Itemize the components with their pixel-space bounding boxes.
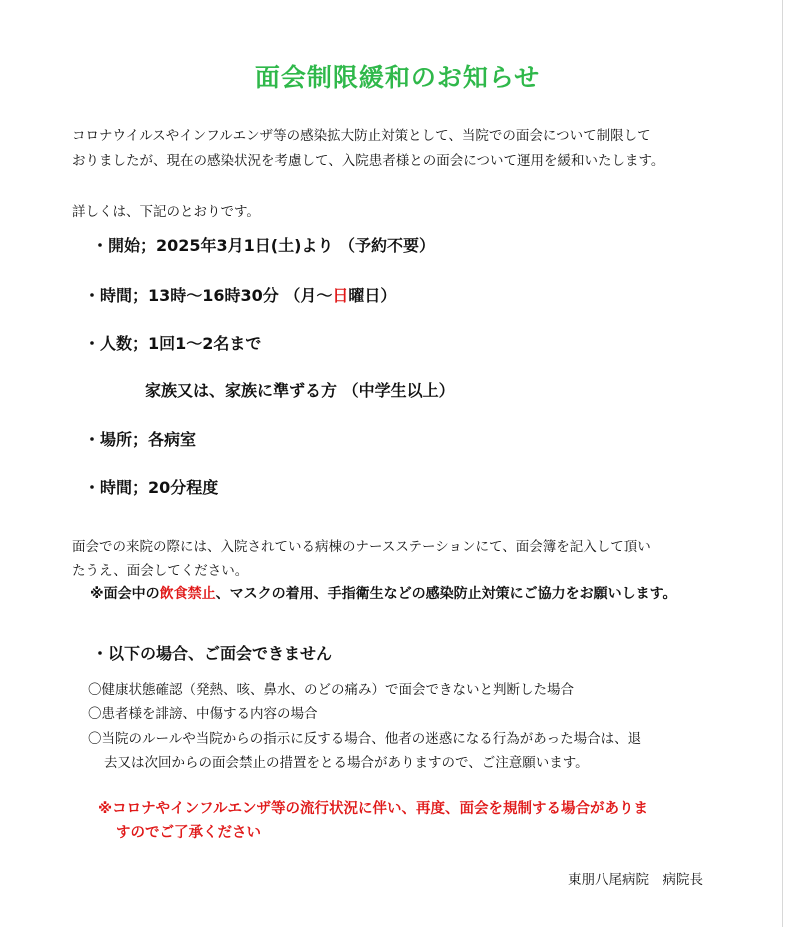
caution-suffix: 、マスクの着用、手指衛生などの感染防止対策にご協力をお願いします。	[215, 586, 677, 602]
start-date-item: ・開始；2025年3月1日(土)より （予約不要）	[92, 236, 435, 255]
refusal-item-rules-line-1: 〇当院のルールや当院からの指示に反する場合、他者の迷惑になる行為があった場合は、退	[88, 731, 642, 747]
visit-note-line-2: たうえ、面会してください。	[72, 563, 249, 579]
intro-line-2: おりましたが、現在の感染状況を考慮して、入院患者様との面会について運用を緩和いたします。	[72, 153, 665, 169]
visitor-count-item: ・人数；1回1～2名まで	[84, 334, 262, 353]
refusal-item-defamation: 〇患者様を誹謗、中傷する内容の場合	[88, 706, 318, 722]
duration-item: ・時間；20分程度	[84, 478, 219, 497]
re-restriction-notice-line-1: ※コロナやインフルエンザ等の流行状況に伴い、再度、面会を規制する場合がありま	[98, 801, 649, 817]
signature: 東朋八尾病院 病院長	[568, 872, 703, 888]
visiting-hours-suffix: 曜日）	[348, 286, 397, 305]
location-item: ・場所；各病室	[84, 430, 197, 449]
no-eating-highlight: 飲食禁止	[159, 586, 216, 602]
sunday-highlight: 日	[332, 286, 349, 305]
visiting-hours-item	[84, 286, 396, 306]
intro-line-1: コロナウイルスやインフルエンザ等の感染拡大防止対策として、当院での面会について制限して	[72, 128, 651, 144]
visiting-hours-text: ・時間；13時～16時30分 （月～	[84, 286, 333, 305]
page-edge-divider	[782, 0, 783, 927]
refusal-item-rules-line-2: 去又は次回からの面会禁止の措置をとる場合がありますので、ご注意願います。	[104, 755, 589, 771]
details-lead: 詳しくは、下記のとおりです。	[72, 204, 260, 220]
re-restriction-notice-line-2: すのでご了承ください	[116, 825, 261, 841]
refusal-item-health: 〇健康状態確認（発熱、咳、鼻水、のどの痛み）で面会できないと判断した場合	[88, 682, 574, 698]
caution-prefix: ※面会中の	[90, 586, 160, 602]
infection-control-caution	[90, 585, 677, 603]
visitor-eligibility: 家族又は、家族に準ずる方 （中学生以上）	[145, 381, 455, 400]
refusal-heading: ・以下の場合、ご面会できません	[92, 644, 333, 663]
visit-note-line-1: 面会での来院の際には、入院されている病棟のナースステーションにて、面会簿を記入して頂い	[72, 539, 651, 555]
page-title: 面会制限緩和のお知らせ	[254, 63, 541, 92]
